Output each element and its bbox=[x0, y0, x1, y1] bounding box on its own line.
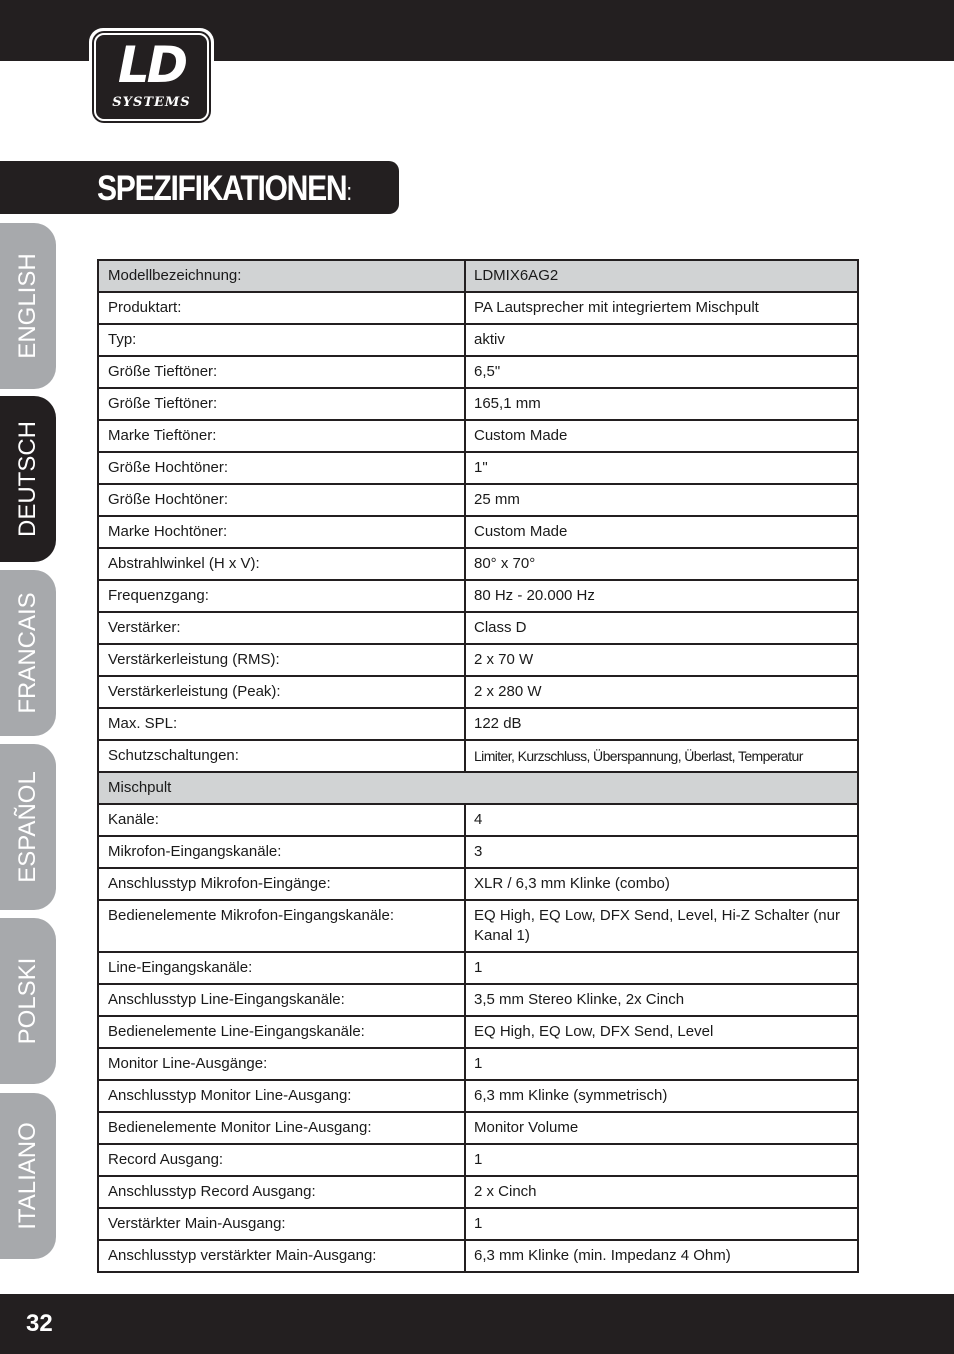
spec-label: Abstrahlwinkel (H x V): bbox=[98, 548, 465, 580]
spec-label: Marke Tieftöner: bbox=[98, 420, 465, 452]
table-row bbox=[98, 292, 858, 324]
spec-label: Größe Hochtöner: bbox=[98, 452, 465, 484]
language-tab-deutsch[interactable] bbox=[0, 396, 56, 562]
page-title-colon: : bbox=[346, 179, 353, 206]
spec-value: 80 Hz - 20.000 Hz bbox=[465, 580, 858, 612]
table-row bbox=[98, 484, 858, 516]
section-header-row bbox=[98, 772, 858, 804]
spec-value: Monitor Volume bbox=[465, 1112, 858, 1144]
spec-value: Class D bbox=[465, 612, 858, 644]
page-title bbox=[97, 167, 352, 215]
spec-value: 2 x 70 W bbox=[465, 644, 858, 676]
spec-value: 1 bbox=[465, 1144, 858, 1176]
spec-value: 4 bbox=[465, 804, 858, 836]
table-row bbox=[98, 868, 858, 900]
spec-value: 2 x Cinch bbox=[465, 1176, 858, 1208]
table-row bbox=[98, 612, 858, 644]
spec-label: Kanäle: bbox=[98, 804, 465, 836]
spec-value: 6,3 mm Klinke (min. Impedanz 4 Ohm) bbox=[465, 1240, 858, 1272]
spec-table-body bbox=[98, 260, 858, 1272]
table-row bbox=[98, 1240, 858, 1272]
table-row bbox=[98, 1144, 858, 1176]
spec-label: Frequenzgang: bbox=[98, 580, 465, 612]
table-row bbox=[98, 452, 858, 484]
table-row bbox=[98, 900, 858, 952]
table-row bbox=[98, 644, 858, 676]
ld-systems-logo bbox=[89, 28, 214, 126]
spec-label: Mikrofon-Eingangskanäle: bbox=[98, 836, 465, 868]
title-bar bbox=[0, 161, 399, 214]
table-row bbox=[98, 1208, 858, 1240]
table-row bbox=[98, 1048, 858, 1080]
spec-value: 2 x 280 W bbox=[465, 676, 858, 708]
language-tab-label: DEUTSCH bbox=[14, 420, 41, 538]
table-row bbox=[98, 260, 858, 292]
spec-value: Limiter, Kurzschluss, Überspannung, Überlast, Temperatur bbox=[465, 740, 858, 772]
spec-label: Größe Tieftöner: bbox=[98, 388, 465, 420]
spec-label: Bedienelemente Line-Eingangskanäle: bbox=[98, 1016, 465, 1048]
language-tab-label: POLSKI bbox=[14, 957, 41, 1045]
logo-subtext: SYSTEMS bbox=[112, 95, 191, 110]
spec-label: Anschlusstyp Monitor Line-Ausgang: bbox=[98, 1080, 465, 1112]
table-row bbox=[98, 548, 858, 580]
table-row bbox=[98, 740, 858, 772]
table-row bbox=[98, 324, 858, 356]
table-row bbox=[98, 516, 858, 548]
spec-label: Bedienelemente Monitor Line-Ausgang: bbox=[98, 1112, 465, 1144]
spec-label: Größe Hochtöner: bbox=[98, 484, 465, 516]
spec-value: 1 bbox=[465, 1208, 858, 1240]
page-title-text: SPEZIFIKATIONEN bbox=[97, 169, 347, 208]
table-row bbox=[98, 388, 858, 420]
language-tab-label: FRANCAIS bbox=[14, 592, 41, 714]
page-number: 32 bbox=[26, 1310, 53, 1337]
spec-value: 3 bbox=[465, 836, 858, 868]
spec-label: Typ: bbox=[98, 324, 465, 356]
table-row bbox=[98, 804, 858, 836]
table-row bbox=[98, 708, 858, 740]
logo-badge bbox=[94, 33, 209, 121]
table-row bbox=[98, 952, 858, 984]
spec-label: Anschlusstyp verstärkter Main-Ausgang: bbox=[98, 1240, 465, 1272]
spec-value: LDMIX6AG2 bbox=[465, 260, 858, 292]
table-row bbox=[98, 676, 858, 708]
spec-value: 6,5" bbox=[465, 356, 858, 388]
spec-value: 165,1 mm bbox=[465, 388, 858, 420]
table-row bbox=[98, 356, 858, 388]
table-row bbox=[98, 420, 858, 452]
table-row bbox=[98, 1080, 858, 1112]
language-tab-label: ITALIANO bbox=[14, 1122, 41, 1230]
section-header: Mischpult bbox=[98, 772, 858, 804]
language-tab-label: ENGLISH bbox=[14, 253, 41, 359]
table-row bbox=[98, 836, 858, 868]
spec-value: 3,5 mm Stereo Klinke, 2x Cinch bbox=[465, 984, 858, 1016]
spec-label: Produktart: bbox=[98, 292, 465, 324]
language-tab-italiano[interactable] bbox=[0, 1093, 56, 1259]
spec-value: 1" bbox=[465, 452, 858, 484]
spec-label: Max. SPL: bbox=[98, 708, 465, 740]
spec-label: Verstärker: bbox=[98, 612, 465, 644]
spec-value: 25 mm bbox=[465, 484, 858, 516]
spec-value: Custom Made bbox=[465, 420, 858, 452]
logo-text: LD bbox=[117, 36, 186, 94]
spec-label: Record Ausgang: bbox=[98, 1144, 465, 1176]
spec-value: XLR / 6,3 mm Klinke (combo) bbox=[465, 868, 858, 900]
spec-label: Verstärkter Main-Ausgang: bbox=[98, 1208, 465, 1240]
spec-label: Schutzschaltungen: bbox=[98, 740, 465, 772]
spec-value: aktiv bbox=[465, 324, 858, 356]
bottom-bar bbox=[0, 1294, 954, 1354]
spec-table bbox=[97, 259, 859, 1273]
spec-value: EQ High, EQ Low, DFX Send, Level bbox=[465, 1016, 858, 1048]
spec-value: 1 bbox=[465, 952, 858, 984]
spec-value: 122 dB bbox=[465, 708, 858, 740]
spec-value: Custom Made bbox=[465, 516, 858, 548]
spec-label: Bedienelemente Mikrofon-Eingangskanäle: bbox=[98, 900, 465, 952]
language-tab-english[interactable] bbox=[0, 223, 56, 389]
spec-label: Modellbezeichnung: bbox=[98, 260, 465, 292]
spec-label: Anschlusstyp Line-Eingangskanäle: bbox=[98, 984, 465, 1016]
spec-label: Monitor Line-Ausgänge: bbox=[98, 1048, 465, 1080]
spec-value: 6,3 mm Klinke (symmetrisch) bbox=[465, 1080, 858, 1112]
spec-label: Anschlusstyp Record Ausgang: bbox=[98, 1176, 465, 1208]
spec-label: Anschlusstyp Mikrofon-Eingänge: bbox=[98, 868, 465, 900]
language-tab-español[interactable] bbox=[0, 744, 56, 910]
spec-label: Größe Tieftöner: bbox=[98, 356, 465, 388]
spec-value: EQ High, EQ Low, DFX Send, Level, Hi-Z Schalter (nur Kanal 1) bbox=[465, 900, 858, 952]
spec-value: PA Lautsprecher mit integriertem Mischpult bbox=[465, 292, 858, 324]
spec-label: Marke Hochtöner: bbox=[98, 516, 465, 548]
table-row bbox=[98, 1176, 858, 1208]
table-row bbox=[98, 580, 858, 612]
table-row bbox=[98, 1016, 858, 1048]
language-tab-label: ESPAÑOL bbox=[14, 771, 41, 883]
language-tab-polski[interactable] bbox=[0, 918, 56, 1084]
spec-value: 80° x 70° bbox=[465, 548, 858, 580]
table-row bbox=[98, 1112, 858, 1144]
spec-label: Verstärkerleistung (Peak): bbox=[98, 676, 465, 708]
table-row bbox=[98, 984, 858, 1016]
spec-label: Line-Eingangskanäle: bbox=[98, 952, 465, 984]
language-tab-francais[interactable] bbox=[0, 570, 56, 736]
spec-label: Verstärkerleistung (RMS): bbox=[98, 644, 465, 676]
spec-value: 1 bbox=[465, 1048, 858, 1080]
